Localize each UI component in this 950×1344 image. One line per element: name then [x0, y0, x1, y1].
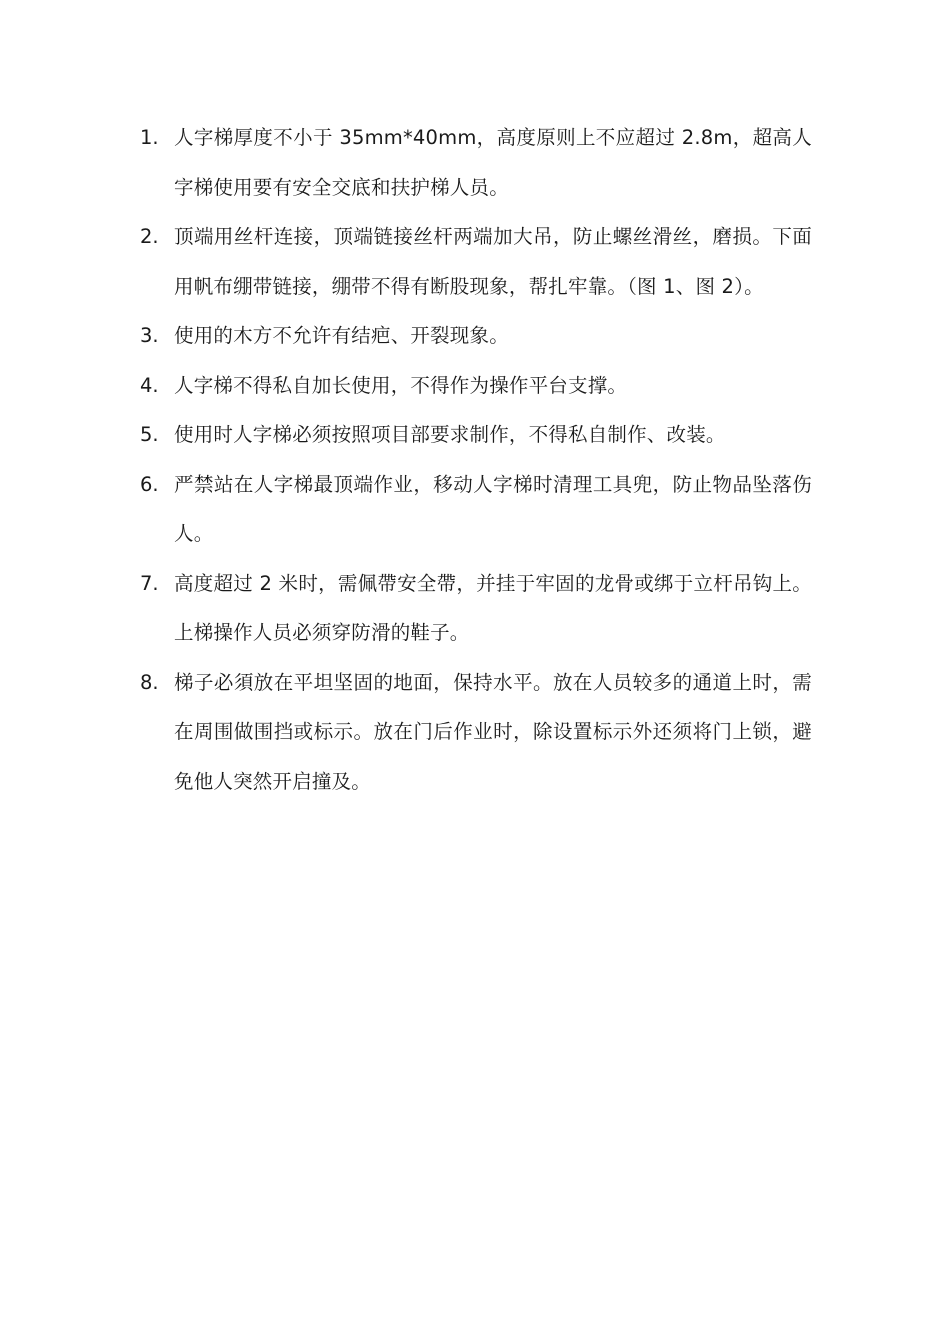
- list-item: [140, 559, 812, 658]
- item-text: 人字梯不得私自加长使用，不得作为操作平台支撑。: [174, 373, 628, 397]
- item-number: 6.: [140, 472, 159, 496]
- item-text: 使用的木方不允许有结疤、开裂现象。: [174, 324, 509, 347]
- list-item: [140, 361, 812, 411]
- item-number: 3.: [140, 324, 159, 347]
- safety-rule-list: [140, 113, 812, 806]
- item-text: 人字梯厚度不小于 35mm*40mm，高度原则上不应超过 2.8m，超高人字梯使用要有安全交底和扶护梯人员。: [174, 126, 812, 199]
- item-text: 梯子必須放在平坦坚固的地面，保持水平。放在人员较多的通道上时，需在周围做围挡或标示。放在门后作业时，除设置标示外还须将门上锁，避免他人突然开启撞及。: [174, 670, 812, 793]
- item-number: 1.: [140, 126, 159, 149]
- list-item: [140, 658, 812, 807]
- list-item: [140, 212, 812, 311]
- item-text: 顶端用丝杆连接，顶端链接丝杆两端加大吊，防止螺丝滑丝，磨损。下面用帆布绷带链接，绷带不得有断股现象，帮扎牢靠。（图 1、图 2）。: [174, 225, 812, 298]
- item-number: 2.: [140, 225, 159, 248]
- list-item: [140, 460, 812, 559]
- item-text: 高度超过 2 米时，需佩帶安全帶，并挂于牢固的龙骨或绑于立杆吊钩上。上梯操作人员必须穿防滑的鞋子。: [174, 571, 812, 644]
- item-number: 7.: [140, 571, 159, 595]
- item-text: 严禁站在人字梯最顶端作业，移动人字梯时清理工具兜，防止物品坠落伤人。: [174, 472, 812, 545]
- list-item: [140, 410, 812, 460]
- item-number: 4.: [140, 373, 159, 397]
- list-item: [140, 113, 812, 212]
- item-text: 使用时人字梯必须按照项目部要求制作，不得私自制作、改装。: [174, 423, 726, 446]
- item-number: 8.: [140, 670, 159, 694]
- item-number: 5.: [140, 423, 159, 446]
- list-item: [140, 311, 812, 361]
